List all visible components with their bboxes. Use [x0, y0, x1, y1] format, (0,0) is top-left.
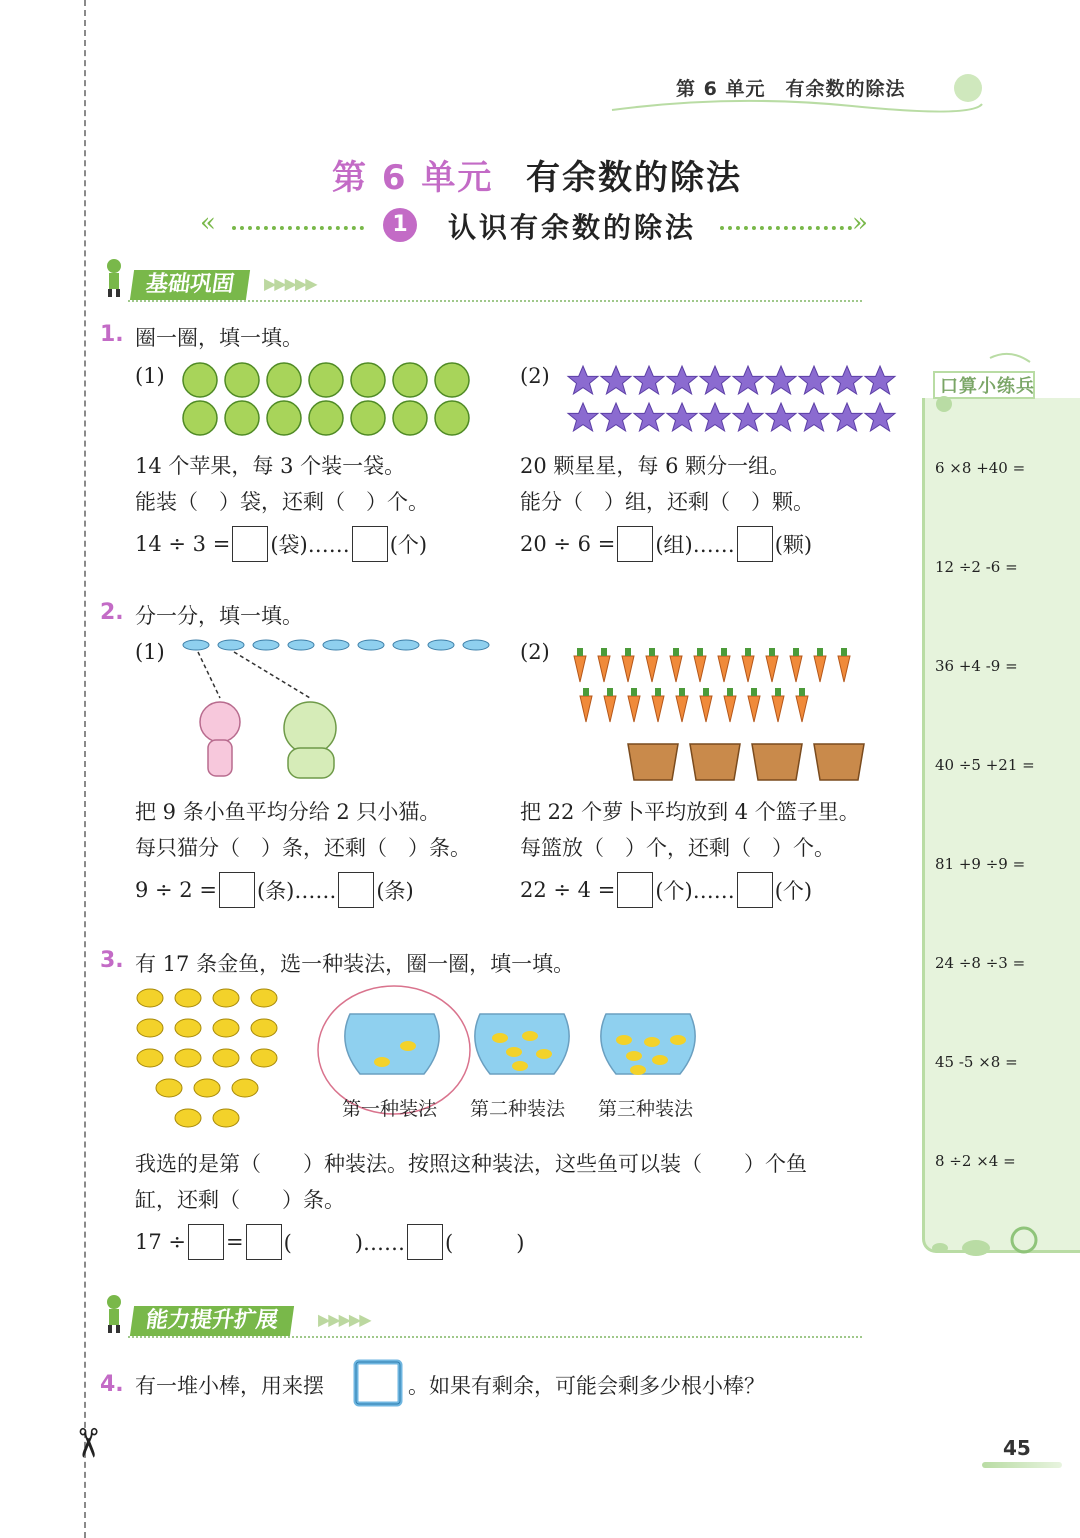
unit-label: (个)	[389, 533, 428, 557]
question-text-part: 。如果有剩余，可能会剩多少根小棒？	[408, 1374, 765, 1398]
unit-label: (颗)	[774, 533, 813, 557]
page-number-bar	[982, 1462, 1062, 1468]
sub-label: (1)	[135, 640, 165, 664]
equation	[520, 872, 812, 908]
equation-lhs: 20 ÷ 6 =	[520, 532, 616, 556]
unit-blank[interactable]: ( )……	[283, 1231, 405, 1255]
unit-label: (个)	[774, 879, 813, 903]
equals-sign: =	[226, 1230, 244, 1254]
equation	[135, 872, 414, 908]
panel-title: 口算小练兵	[940, 376, 1035, 397]
unit-label: (组)……	[655, 533, 735, 557]
equation-lhs: 22 ÷ 4 =	[520, 878, 616, 902]
section-basic: 基础巩固	[130, 270, 250, 300]
fill-in-sentence[interactable]: 每只猫分（ ）条，还剩（ ）条。	[135, 836, 471, 860]
chevron-right-icon: »	[852, 208, 868, 238]
answer-box[interactable]	[352, 526, 388, 562]
cut-line	[84, 0, 86, 1538]
sub-label: (1)	[135, 364, 165, 388]
question-number: 4.	[100, 1372, 124, 1397]
answer-box[interactable]	[338, 872, 374, 908]
fill-in-sentence[interactable]: 缸，还剩（ ）条。	[135, 1188, 345, 1212]
fish-and-cats-illustration	[180, 636, 500, 786]
unit-label: 第 6 单元	[332, 158, 494, 198]
lesson-number-badge: 1	[383, 208, 417, 242]
question-number: 3.	[100, 948, 124, 973]
arrows-decoration: ▶▶▶▶▶	[264, 274, 316, 293]
fill-in-sentence[interactable]: 每篮放（ ）个，还剩（ ）个。	[520, 836, 835, 860]
snail-decoration	[928, 1222, 1058, 1266]
sub-label: (2)	[520, 364, 550, 388]
oral-math-item: 6 ×8 +40 =	[935, 459, 1026, 477]
answer-box[interactable]	[617, 872, 653, 908]
kid-mascot-icon	[104, 258, 124, 298]
lesson-title: 认识有余数的除法	[448, 211, 697, 244]
running-header: 第 6 单元 有余数的除法	[676, 78, 906, 100]
answer-box[interactable]	[617, 526, 653, 562]
equation-lhs: 14 ÷ 3 =	[135, 532, 231, 556]
oral-math-item: 36 +4 -9 =	[935, 657, 1018, 675]
arrows-decoration: ▶▶▶▶▶	[318, 1310, 370, 1329]
question-text: 有 17 条金鱼，选一种装法，圈一圈，填一填。	[135, 952, 575, 976]
problem-statement: 把 22 个萝卜平均放到 4 个篮子里。	[520, 800, 860, 824]
unit-label: (条)……	[256, 879, 337, 903]
unit-label: (个)……	[655, 879, 735, 903]
section-advanced: 能力提升扩展	[130, 1306, 294, 1336]
oral-math-item: 12 ÷2 -6 =	[935, 558, 1018, 576]
method-1-label[interactable]: 第一种装法	[342, 1098, 438, 1120]
unit-label: (袋)……	[270, 533, 350, 557]
equation	[135, 526, 427, 562]
section-divider	[128, 1336, 862, 1338]
answer-box[interactable]	[407, 1224, 443, 1260]
equation-lhs: 9 ÷ 2 =	[135, 878, 217, 902]
answer-box[interactable]	[737, 526, 773, 562]
question-text: 分一分，填一填。	[135, 604, 303, 628]
page-number: 45	[1003, 1436, 1031, 1460]
kid-mascot-icon	[104, 1294, 124, 1334]
equation-lhs: 17 ÷	[135, 1230, 186, 1254]
answer-box[interactable]	[188, 1224, 224, 1260]
answer-box[interactable]	[219, 872, 255, 908]
mental-math-panel	[922, 398, 1080, 1253]
sub-label: (2)	[520, 640, 550, 664]
stick-square-icon	[350, 1358, 406, 1408]
answer-box[interactable]	[232, 526, 268, 562]
goldfish-illustration	[134, 986, 284, 1136]
divider	[232, 226, 364, 230]
fill-in-sentence[interactable]: 能装（ ）袋，还剩（ ）个。	[135, 490, 429, 514]
oral-math-item: 40 ÷5 +21 =	[935, 756, 1035, 774]
problem-statement: 把 9 条小鱼平均分给 2 只小猫。	[135, 800, 441, 824]
equation	[520, 526, 812, 562]
unit-blank[interactable]: ( )	[445, 1231, 525, 1255]
oral-math-item: 81 +9 ÷9 =	[935, 855, 1026, 873]
section-divider	[128, 300, 862, 302]
equation	[135, 1224, 524, 1260]
answer-box[interactable]	[737, 872, 773, 908]
oral-math-item: 24 ÷8 ÷3 =	[935, 954, 1026, 972]
fill-in-sentence[interactable]: 我选的是第（ ）种装法。按照这种装法，这些鱼可以装（ ）个鱼	[135, 1152, 807, 1176]
oral-math-item: 8 ÷2 ×4 =	[935, 1152, 1016, 1170]
chevron-left-icon: «	[200, 208, 216, 238]
page-title: 有余数的除法	[526, 158, 742, 198]
method-2-label[interactable]: 第二种装法	[470, 1098, 566, 1120]
scissors-icon: ✂	[63, 1426, 110, 1460]
unit-label: (条)	[376, 879, 414, 903]
fill-in-sentence[interactable]: 能分（ ）组，还剩（ ）颗。	[520, 490, 814, 514]
question-number: 1.	[100, 322, 124, 347]
question-text-part: 有一堆小棒，用来摆	[135, 1374, 324, 1398]
header-decoration	[612, 98, 992, 122]
method-3-label[interactable]: 第三种装法	[598, 1098, 694, 1120]
problem-statement: 14 个苹果，每 3 个装一袋。	[135, 454, 406, 478]
oral-math-item: 45 -5 ×8 =	[935, 1053, 1018, 1071]
divider	[720, 226, 852, 230]
answer-box[interactable]	[246, 1224, 282, 1260]
problem-statement: 20 颗星星，每 6 颗分一组。	[520, 454, 791, 478]
stars-illustration	[566, 364, 902, 434]
carrots-and-baskets-illustration	[566, 644, 876, 784]
question-text: 圈一圈，填一填。	[135, 326, 303, 350]
apples-illustration	[180, 360, 480, 440]
question-number: 2.	[100, 600, 124, 625]
